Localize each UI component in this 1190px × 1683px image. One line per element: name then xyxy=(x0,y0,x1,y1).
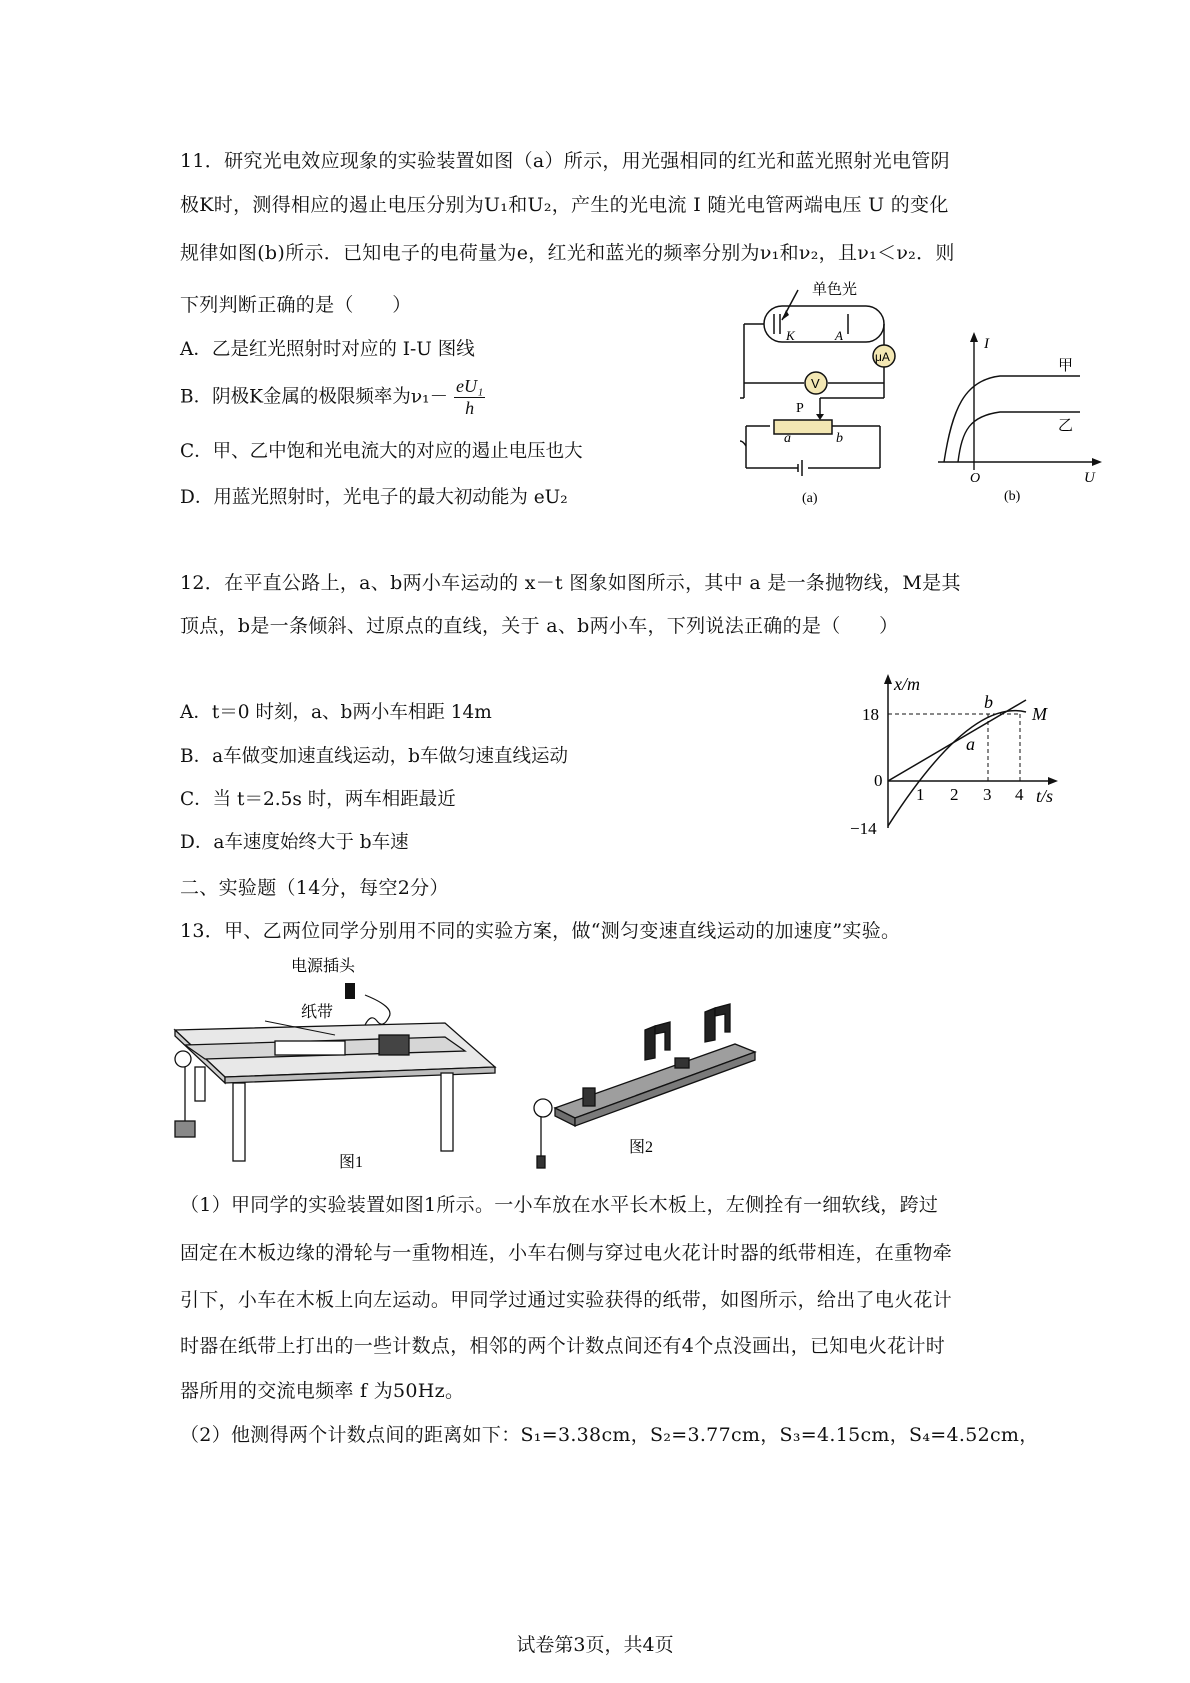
curve-jia-label: 甲 xyxy=(1058,356,1074,374)
pulley-icon xyxy=(534,1099,552,1117)
section-heading: 二、实验题（14分，每空2分） xyxy=(180,877,449,899)
q11-line3: 规律如图(b)所示．已知电子的电荷量为e，红光和蓝光的频率分别为ν₁和ν₂，且ν₁＜ν₂．则 xyxy=(180,242,955,264)
vertex-m-label: M xyxy=(1032,704,1047,724)
tick-t-1: 1 xyxy=(916,785,925,804)
curve-yi-label: 乙 xyxy=(1058,416,1074,434)
q12-line1: 12．在平直公路上，a、b两小车运动的 x－t 图象如图所示，其中 a 是一条抛物线，M是其 xyxy=(180,572,961,594)
cathode-label: K xyxy=(786,328,795,343)
q13-p1-line3: 引下，小车在木板上向左运动。甲同学过通过实验获得的纸带，如图所示，给出了电火花计 xyxy=(180,1289,953,1311)
q13-line1: 13．甲、乙两位同学分别用不同的实验方案，做“测匀变速直线运动的加速度”实验。 xyxy=(180,920,901,942)
tick-t-4: 4 xyxy=(1015,785,1024,804)
q11-option-b xyxy=(180,376,485,419)
origin-label: O xyxy=(970,471,981,486)
q12-option-d: D．a车速度始终大于 b车速 xyxy=(180,832,409,853)
q12-option-b: B．a车做变加速直线运动，b车做匀速直线运动 xyxy=(180,746,568,767)
q13-p1-line1: （1）甲同学的实验装置如图1所示。一小车放在水平长木板上，左侧拴有一细软线，跨过 xyxy=(180,1194,939,1216)
power-plug-label: 电源插头 xyxy=(291,956,356,975)
fraction-numerator: eU₁ xyxy=(455,376,484,396)
rheostat-b-label: b xyxy=(836,431,843,446)
x-axis-arrow-icon xyxy=(1092,458,1102,466)
light-label: 单色光 xyxy=(812,280,858,298)
q11-option-a: A．乙是红光照射时对应的 I-U 图线 xyxy=(180,339,475,360)
voltmeter-label: V xyxy=(811,376,820,391)
apparatus-figure-2 xyxy=(525,1000,765,1175)
tick-y-18: 18 xyxy=(862,705,879,724)
y-axis-arrow-icon xyxy=(970,332,978,342)
xt-graph xyxy=(840,668,1080,848)
figure-a-caption: (a) xyxy=(802,491,818,506)
q11-option-c: C．甲、乙中饱和光电流大的对应的遏止电压也大 xyxy=(180,441,583,462)
figure-2-caption: 图2 xyxy=(629,1139,654,1156)
page-footer: 试卷第3页，共4页 xyxy=(516,1634,674,1656)
anode-label: A xyxy=(835,328,843,343)
q11-line1: 11．研究光电效应现象的实验装置如图（a）所示，用光强相同的红光和蓝光照射光电管阴 xyxy=(180,150,950,172)
figure-b-caption: (b) xyxy=(1004,489,1021,504)
slider-p-label: P xyxy=(796,401,804,416)
power-cord-icon xyxy=(365,995,390,1025)
q11-option-b-fraction xyxy=(454,376,485,419)
fraction-denominator: h xyxy=(465,398,475,418)
x-axis-arrow-icon xyxy=(884,674,892,684)
x-axis-label: x/m xyxy=(894,674,920,694)
q12-option-a: A．t＝0 时刻，a、b两小车相距 14m xyxy=(180,702,492,723)
q11-option-b-prefix: B．阴极K金属的极限频率为ν₁－ xyxy=(180,386,449,408)
pulley-icon xyxy=(175,1051,191,1067)
u-axis-label: U xyxy=(1084,470,1095,486)
line-b-label: b xyxy=(984,692,993,712)
tick-t-2: 2 xyxy=(950,785,959,804)
q12-line2: 顶点，b是一条倾斜、过原点的直线，关于 a、b两小车，下列说法正确的是（ ） xyxy=(180,615,899,637)
q11-option-d: D．用蓝光照射时，光电子的最大初动能为 eU₂ xyxy=(180,487,568,508)
t-axis-label: t/s xyxy=(1036,786,1054,806)
slider-arrow-icon xyxy=(816,414,824,420)
power-plug-icon xyxy=(345,983,355,999)
q13-p2-line1: （2）他测得两个计数点间的距离如下：S₁=3.38cm，S₂=3.77cm，S₃=4.15cm，S₄=4.52cm， xyxy=(180,1424,1039,1446)
tick-y-neg14: −14 xyxy=(850,819,877,838)
light-arrow-icon xyxy=(782,310,789,320)
tick-t-3: 3 xyxy=(983,785,992,804)
q13-p1-line4: 时器在纸带上打出的一些计数点，相邻的两个计数点间还有4个点没画出，已知电火花计时 xyxy=(180,1335,946,1357)
iu-graph-b xyxy=(930,330,1110,510)
i-axis-label: I xyxy=(984,336,989,352)
apparatus-figure-1 xyxy=(165,955,525,1175)
q13-p1-line5: 器所用的交流电频率 f 为50Hz。 xyxy=(180,1380,465,1402)
q12-option-c: C．当 t＝2.5s 时，两车相距最近 xyxy=(180,789,456,810)
figure-1-caption: 图1 xyxy=(339,1154,364,1171)
rheostat-a-label: a xyxy=(784,431,791,446)
microammeter-label: μA xyxy=(875,350,890,364)
t-axis-arrow-icon xyxy=(1048,777,1058,785)
paper-tape-label: 纸带 xyxy=(301,1002,334,1021)
q13-p1-line2: 固定在木板边缘的滑轮与一重物相连，小车右侧与穿过电火花计时器的纸带相连，在重物牵 xyxy=(180,1242,953,1264)
tick-y-0: 0 xyxy=(874,771,883,790)
q11-line2: 极K时，测得相应的遏止电压分别为U₁和U₂，产生的光电流 I 随光电管两端电压 U 的变化 xyxy=(180,194,949,216)
curve-a-label: a xyxy=(966,734,975,754)
q11-line4: 下列判断正确的是（ ） xyxy=(180,294,412,316)
circuit-diagram-a xyxy=(740,280,910,510)
